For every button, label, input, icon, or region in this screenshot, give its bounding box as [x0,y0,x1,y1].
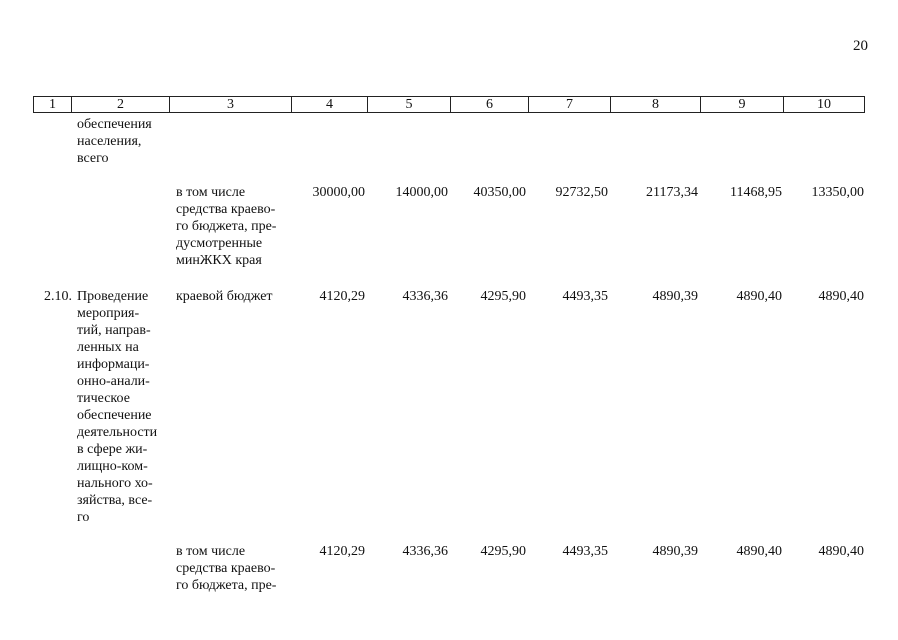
row-2-value-col7: 4493,35 [562,289,608,304]
row-3-value-col6: 4295,90 [480,544,526,559]
row-3-value-col7: 4493,35 [562,544,608,559]
column-number-10: 10 [784,97,865,113]
row-1-value-col9: 11468,95 [730,185,782,200]
row-3-source: в том числе средства краево- го бюджета, пре- [176,544,277,593]
row-2-value-col4: 4120,29 [319,289,365,304]
column-number-3: 3 [170,97,292,113]
page-number: 20 [853,38,868,54]
column-number-1: 1 [34,97,72,113]
row-1-value-col10: 13350,00 [811,185,864,200]
row-1-value-col6: 40350,00 [473,185,526,200]
row-3-value-col10: 4890,40 [818,544,864,559]
row-1-value-col8: 21173,34 [646,185,698,200]
row-3-value-col9: 4890,40 [736,544,782,559]
row-0-name: обеспечения населения, всего [77,117,152,166]
column-number-2: 2 [72,97,170,113]
row-1-value-col5: 14000,00 [395,185,448,200]
row-2-value-col6: 4295,90 [480,289,526,304]
row-1-value-col7: 92732,50 [555,185,608,200]
row-3-value-col5: 4336,36 [402,544,448,559]
row-2-value-col9: 4890,40 [736,289,782,304]
row-2-value-col8: 4890,39 [652,289,698,304]
row-2-name: Проведение мероприя- тий, направ- ленных на информаци- онно-анали- тическое обеспечение деятельности в сфере жи- лищно-ком- нального хо- зяйства, все- го [77,289,158,525]
column-number-5: 5 [368,97,451,113]
row-2-value-col5: 4336,36 [402,289,448,304]
row-2-value-col10: 4890,40 [818,289,864,304]
column-number-9: 9 [701,97,784,113]
column-number-8: 8 [611,97,701,113]
column-number-header [33,96,865,113]
row-1-value-col4: 30000,00 [312,185,365,200]
row-2-source: краевой бюджет [176,289,273,304]
column-number-4: 4 [292,97,368,113]
row-3-value-col4: 4120,29 [319,544,365,559]
row-1-source: в том числе средства краево- го бюджета, пре- дусмотренные минЖКХ края [176,185,277,268]
row-3-value-col8: 4890,39 [652,544,698,559]
column-number-6: 6 [451,97,529,113]
column-number-7: 7 [529,97,611,113]
row-2-index: 2.10. [44,289,72,304]
